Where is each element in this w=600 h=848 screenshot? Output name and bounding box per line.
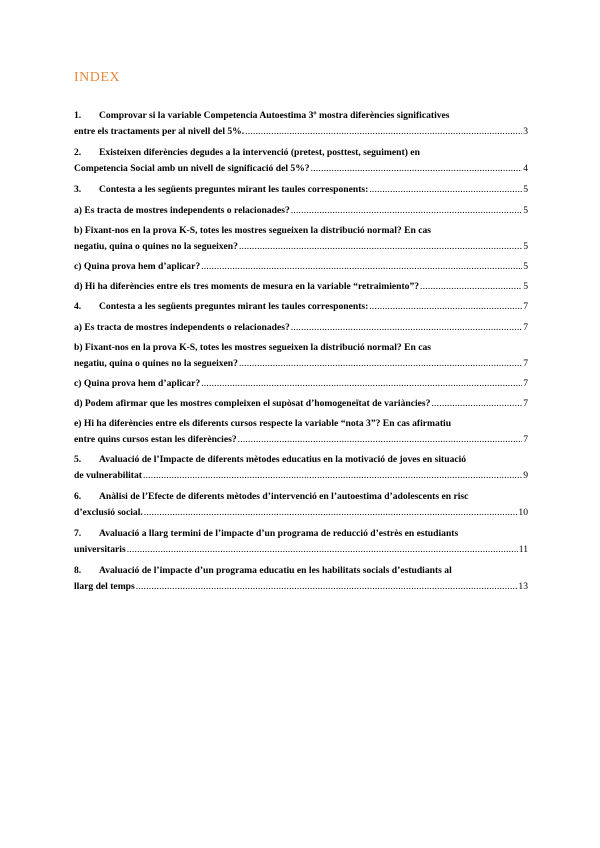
toc-entry-line (74, 542, 528, 558)
toc-entry[interactable] (74, 108, 528, 140)
toc-entry-text: entre els tractaments per al nivell del 5%. (74, 126, 245, 137)
toc-page-number: 5 (523, 281, 528, 292)
toc-page-number: 4 (523, 163, 528, 174)
toc-entry-text: c) Quina prova hem d’aplicar? (74, 261, 201, 272)
toc-entry-line (74, 108, 528, 124)
toc-entry-line (74, 356, 528, 372)
toc-entry-text: a) Es tracta de mostres independents o relacionades? (74, 205, 290, 216)
toc-dot-leader (245, 124, 522, 140)
toc-dot-leader (143, 468, 522, 484)
toc-entry-text: Avaluació de l’impacte d’un programa educatiu en les habilitats socials d’estudiants al (99, 565, 452, 576)
toc-entry-line (74, 579, 528, 595)
toc-entry[interactable] (74, 416, 528, 448)
toc-entry-text: Contesta a les següents preguntes mirant les taules corresponents: (99, 301, 369, 312)
toc-entry[interactable] (74, 203, 528, 219)
toc-entry-text: Avaluació de l’Impacte de diferents mètodes educatius en la motivació de joves en situació (99, 454, 467, 465)
toc-entry-line (74, 223, 528, 239)
toc-dot-leader (201, 259, 522, 275)
toc-entry-text: Anàlisi de l’Efecte de diferents mètodes d’intervenció en l’autoestima d’adolescents en risc (99, 491, 469, 502)
toc-dot-leader (238, 432, 523, 448)
toc-page-number: 9 (523, 470, 528, 481)
toc-entry-text: d’exclusió social. (74, 507, 143, 518)
toc-entry[interactable] (74, 320, 528, 336)
toc-entry[interactable] (74, 279, 528, 295)
toc-entry-text: d) Podem afirmar que les mostres compleixen el supòsat d’homogeneïtat de variàncies? (74, 398, 431, 409)
toc-entry-text: b) Fixant-nos en la prova K-S, totes les mostres segueixen la distribució normal? En cas (74, 225, 432, 236)
toc-dot-leader (127, 542, 518, 558)
toc-dot-leader (431, 396, 522, 412)
toc-entry-line (74, 468, 528, 484)
index-title: INDEX (74, 70, 121, 85)
toc-entry-number: 5. (74, 454, 82, 465)
toc-entry-text: Competencia Social amb un nivell de significació del 5%? (74, 163, 310, 174)
toc-entry-line (74, 299, 528, 315)
toc-entry-line (74, 145, 528, 161)
toc-entry-line (74, 489, 528, 505)
toc-entry-line (74, 416, 528, 432)
toc-page-number: 3 (523, 126, 528, 137)
toc-entry-text: a) Es tracta de mostres independents o relacionades? (74, 322, 290, 333)
toc-entry-line (74, 259, 528, 275)
toc-entry-line (74, 203, 528, 219)
toc-entry[interactable] (74, 563, 528, 595)
toc-entry[interactable] (74, 223, 528, 255)
toc-entry-line (74, 279, 528, 295)
toc-entry-text: c) Quina prova hem d’aplicar? (74, 378, 201, 389)
toc-entry-text: Comprovar si la variable Competencia Autoestima 3º mostra diferències significatives (99, 110, 450, 121)
toc-entry-line (74, 505, 528, 521)
toc-entry-text: e) Hi ha diferències entre els diferents cursos respecte la variable “nota 3”? En cas afirmatiu (74, 418, 452, 429)
toc-entry-text: d) Hi ha diferències entre els tres moments de mesura en la variable “retraimiento”? (74, 281, 420, 292)
toc-entry-line (74, 396, 528, 412)
toc-entry[interactable] (74, 526, 528, 558)
toc-entry-text: negatiu, quina o quines no la segueixen? (74, 241, 238, 252)
toc-entry[interactable] (74, 376, 528, 392)
toc-dot-leader (144, 505, 518, 521)
toc-dot-leader (136, 579, 518, 595)
toc-entry[interactable] (74, 259, 528, 275)
toc-entry-number: 1. (74, 110, 82, 121)
toc-page-number: 7 (523, 322, 528, 333)
toc-page-number: 5 (523, 184, 528, 195)
toc-entry-line (74, 182, 528, 198)
toc-dot-leader (311, 161, 523, 177)
toc-entry-text: universitaris (74, 544, 126, 555)
toc-entry-line (74, 124, 528, 140)
toc-dot-leader (369, 182, 522, 198)
toc-entry-text: de vulnerabilitat (74, 470, 142, 481)
toc-dot-leader (239, 356, 522, 372)
toc-page-number: 10 (518, 507, 528, 518)
toc-entry-text: Contesta a les següents preguntes mirant les taules corresponents: (99, 184, 369, 195)
toc-entry-line (74, 563, 528, 579)
toc-entry-line (74, 320, 528, 336)
table-of-contents (74, 108, 528, 600)
toc-dot-leader (201, 376, 522, 392)
toc-entry-line (74, 432, 528, 448)
toc-entry-text: b) Fixant-nos en la prova K-S, totes les mostres segueixen la distribució normal? En cas (74, 342, 432, 353)
toc-dot-leader (291, 203, 522, 219)
toc-page-number: 5 (523, 241, 528, 252)
toc-dot-leader (291, 320, 522, 336)
toc-entry-number: 7. (74, 528, 82, 539)
toc-page-number: 7 (523, 378, 528, 389)
toc-entry[interactable] (74, 452, 528, 484)
toc-entry-number: 6. (74, 491, 82, 502)
toc-entry-line (74, 452, 528, 468)
toc-entry-text: entre quins cursos estan les diferències? (74, 434, 237, 445)
toc-dot-leader (239, 239, 522, 255)
toc-entry-line (74, 340, 528, 356)
toc-page-number: 13 (518, 581, 528, 592)
toc-entry-number: 4. (74, 301, 82, 312)
toc-entry-line (74, 161, 528, 177)
toc-entry[interactable] (74, 299, 528, 315)
toc-entry-line (74, 376, 528, 392)
toc-dot-leader (420, 279, 522, 295)
toc-page-number: 5 (523, 205, 528, 216)
toc-page-number: 7 (523, 358, 528, 369)
toc-entry-number: 2. (74, 147, 82, 158)
toc-entry[interactable] (74, 396, 528, 412)
toc-page-number: 7 (523, 301, 528, 312)
toc-dot-leader (369, 299, 522, 315)
toc-entry-number: 3. (74, 184, 82, 195)
toc-entry-line (74, 239, 528, 255)
toc-page-number: 7 (523, 434, 528, 445)
toc-entry[interactable] (74, 145, 528, 177)
toc-entry-text: llarg del temps (74, 581, 135, 592)
toc-entry-number: 8. (74, 565, 82, 576)
toc-page-number: 11 (518, 544, 528, 555)
toc-entry-line (74, 526, 528, 542)
toc-entry[interactable] (74, 340, 528, 372)
toc-entry[interactable] (74, 182, 528, 198)
toc-page-number: 7 (523, 398, 528, 409)
toc-entry-text: negatiu, quina o quines no la segueixen? (74, 358, 238, 369)
toc-entry-text: Existeixen diferències degudes a la intervenció (pretest, posttest, seguiment) en (99, 147, 420, 158)
toc-entry[interactable] (74, 489, 528, 521)
toc-entry-text: Avaluació a llarg termini de l’impacte d’un programa de reducció d’estrès en estudiants (99, 528, 459, 539)
toc-page-number: 5 (523, 261, 528, 272)
